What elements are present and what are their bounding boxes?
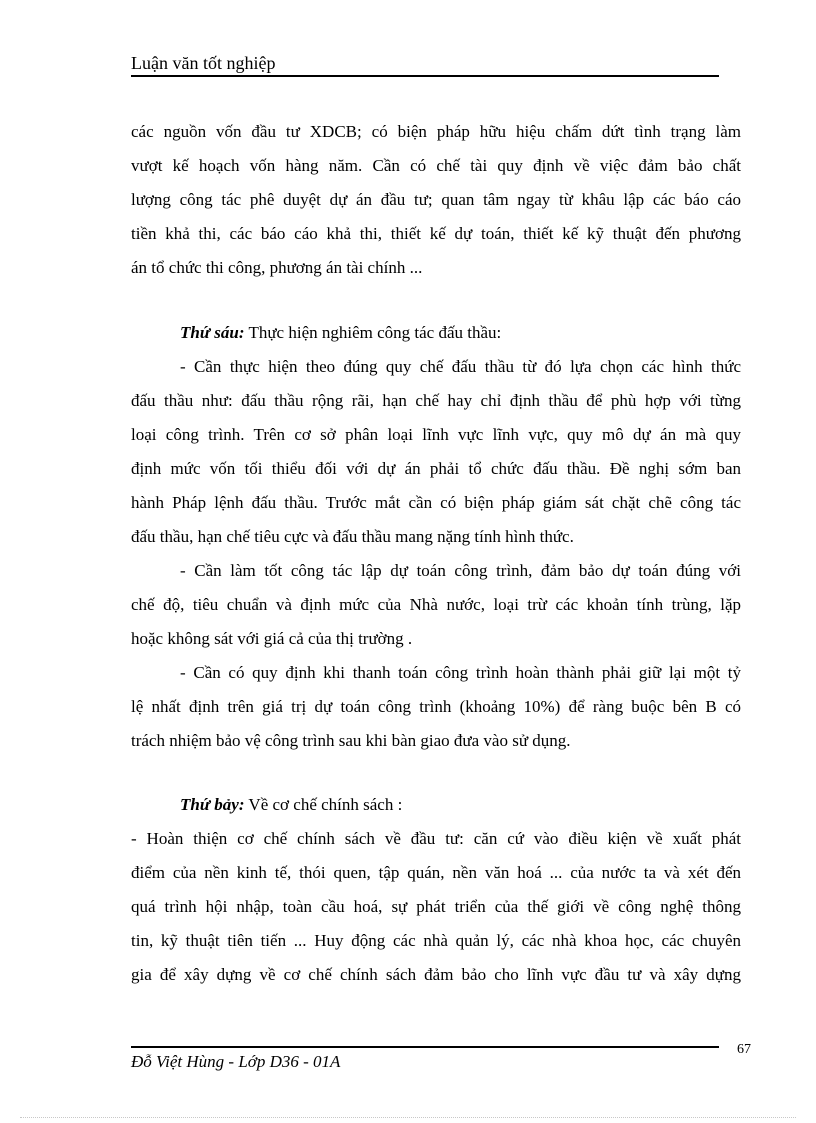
bullet4-line-4: tin, kỹ thuật tiên tiến ... Huy động các nhà quản lý, các nhà khoa học, các chuyên xyxy=(131,931,741,950)
header-rule xyxy=(131,75,719,77)
bullet1-line-2: đấu thầu như: đấu thầu rộng rãi, hạn chế hay chỉ định thầu để phù hợp với từng xyxy=(131,391,741,410)
bullet3-line-3: trách nhiệm bảo vệ công trình sau khi bàn giao đưa vào sử dụng. xyxy=(131,731,571,750)
bullet4-line-2: điểm của nền kinh tế, thói quen, tập quán, nền văn hoá ... của nước ta và xét đến xyxy=(131,863,741,882)
footer-author: Đỗ Việt Hùng - Lớp D36 - 01A xyxy=(131,1052,341,1071)
para1-line-2: vượt kế hoạch vốn hàng năm. Cần có chế tài quy định về việc đảm bảo chất xyxy=(131,156,741,175)
bullet1-line-4: định mức vốn tối thiểu đối với dự án phải tổ chức đấu thầu. Đề nghị sớm ban xyxy=(131,459,741,478)
section-7-label: Thứ bảy: xyxy=(180,795,245,814)
bullet4-line-3: quá trình hội nhập, toàn cầu hoá, sự phát triển của thế giới về công nghệ thông xyxy=(131,897,741,916)
bullet3-line-1: - Cần có quy định khi thanh toán công trình hoàn thành phải giữ lại một tỷ xyxy=(180,663,741,682)
para1-line-1: các nguồn vốn đầu tư XDCB; có biện pháp hữu hiệu chấm dứt tình trạng làm xyxy=(131,122,741,141)
section-6-label: Thứ sáu: xyxy=(180,323,245,342)
bullet2-line-1: - Cần làm tốt công tác lập dự toán công trình, đảm bảo dự toán đúng với xyxy=(180,561,741,580)
page-bottom-dotted-edge xyxy=(20,1117,796,1118)
bullet3-line-2: lệ nhất định trên giá trị dự toán công trình (khoảng 10%) để ràng buộc bên B có xyxy=(131,697,741,716)
section-6-heading xyxy=(180,322,741,344)
page-number: 67 xyxy=(737,1042,751,1057)
bullet1-line-1: - Cần thực hiện theo đúng quy chế đấu thầu từ đó lựa chọn các hình thức xyxy=(180,357,741,376)
para1-line-3: lượng công tác phê duyệt dự án đầu tư; quan tâm ngay từ khâu lập các báo cáo xyxy=(131,190,741,209)
bullet1-line-6: đấu thầu, hạn chế tiêu cực và đấu thầu mang nặng tính hình thức. xyxy=(131,527,574,546)
header-title: Luận văn tốt nghiệp xyxy=(131,53,276,73)
para1-line-4: tiền khả thi, các báo cáo khả thi, thiết kế dự toán, thiết kế kỹ thuật đến phương xyxy=(131,224,741,243)
section-7-text: Về cơ chế chính sách : xyxy=(244,795,403,814)
bullet2-line-2: chế độ, tiêu chuẩn và định mức của Nhà nước, loại trừ các khoản tính trùng, lặp xyxy=(131,595,741,614)
bullet2-line-3: hoặc không sát với giá cả của thị trường . xyxy=(131,629,413,648)
bullet4-line-1: - Hoàn thiện cơ chế chính sách về đầu tư: căn cứ vào điều kiện về xuất phát xyxy=(131,829,741,848)
section-6-text: Thực hiện nghiêm công tác đấu thầu: xyxy=(244,323,502,342)
bullet4-line-5: gia để xây dựng về cơ chế chính sách đảm bảo cho lĩnh vực đầu tư và xây dựng xyxy=(131,965,741,984)
section-7-heading xyxy=(180,794,741,816)
para1-line-5: án tổ chức thi công, phương án tài chính ... xyxy=(131,258,423,277)
bullet1-line-3: loại công trình. Trên cơ sở phân loại lĩnh vực lĩnh vực, quy mô dự án mà quy xyxy=(131,425,741,444)
footer-rule xyxy=(131,1046,719,1048)
bullet1-line-5: hành Pháp lệnh đấu thầu. Trước mắt cần có biện pháp giám sát chặt chẽ công tác xyxy=(131,493,741,512)
